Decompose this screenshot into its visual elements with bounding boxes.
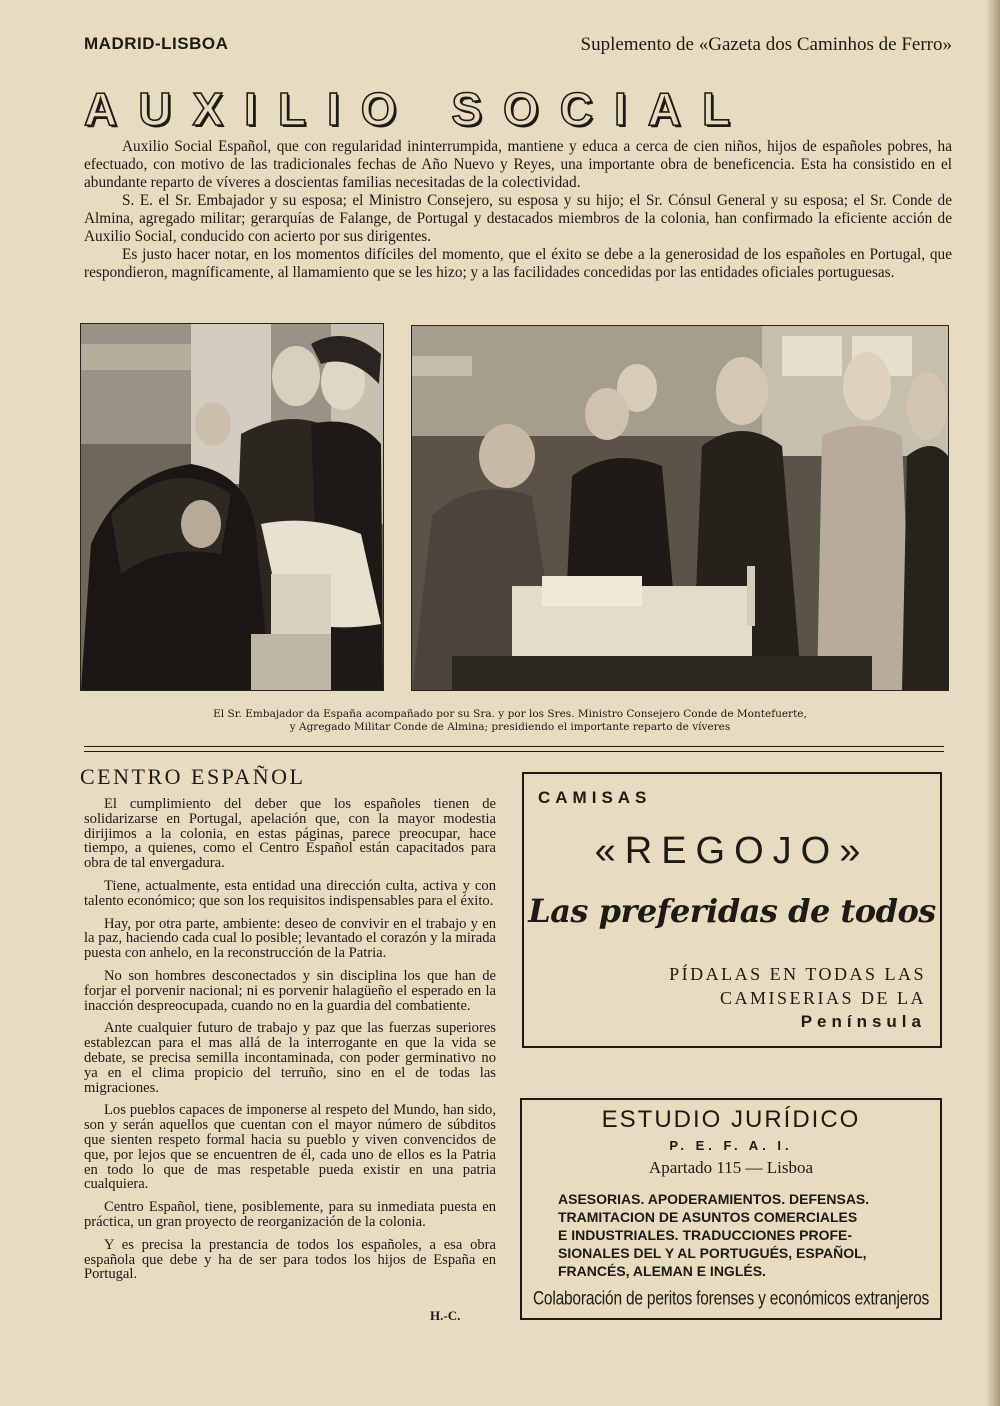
ad-brand: «REGOJO» [594,830,870,872]
centro-paragraph: Hay, por otra parte, ambiente: deseo de convivir en el trabajo y en la paz, haciendo cada cual lo posible; levantado el corazón y la mirada puesta con anhelo, en la reconstrucción de la Patria. [84,915,496,962]
centro-paragraph: Tiene, actualmente, esta entidad una dirección culta, activa y con talento económico; que son los requisitos indispensables para el éxito. [84,877,496,909]
photo-left-image [81,324,383,690]
service-line: FRANCÉS, ALEMAN E INGLÉS. [558,1263,766,1279]
centro-paragraph: Centro Español, tiene, posiblemente, para su inmediata puesta en práctica, un gran proyecto de reorganización de la colonia. [84,1199,496,1230]
service-line: E INDUSTRIALES. TRADUCCIONES PROFE- [558,1227,853,1243]
service-line: SIONALES DEL Y AL PORTUGUÉS, ESPAÑOL, [558,1245,867,1261]
centro-signature: H.-C. [430,1308,461,1323]
ad-footer: Colaboración de peritos forenses y económicos extranjeros [532,1288,930,1310]
article-paragraph: S. E. el Sr. Embajador y su esposa; el Ministro Consejero, su esposa y su hijo; el Sr. Cónsul General y su esposa; el Sr. Conde de Almina, agregado militar; gerarquías de Falange, de Portugal y destacados miembros de la colonia, han confirmado la eficiente acción de Auxilio Social, conducido con acierto por sus dirigentes. [84,192,952,245]
centro-paragraph: Y es precisa la prestancia de todos los españoles, a esa obra española que debe y ha de ser para todos los hijos de España en Portugal. [84,1236,496,1283]
centro-paragraph: El cumplimiento del deber que los españoles tienen de solidarizarse en Portugal, apelación que, con la mayor modestia dirijimos a la colonia, en estas páginas, parece preocupar, hace tiempo, a quienes, como el Centro Español están capacitados para obra de tal envergadura. [84,796,496,872]
article-title: AUXILIO SOCIAL [84,83,752,135]
header-left: MADRID-LISBOA [84,34,229,53]
centro-title: CENTRO ESPAÑOL [80,764,306,789]
ad-line: PÍDALAS EN TODAS LAS [669,964,926,984]
centro-paragraph: Ante cualquier futuro de trabajo y paz que las fuerzas superiores establezcan para el mas allá de la interrogante en que la vida se debate, se precisa semilla incontaminada, con poder germinativo no ya en el clima propicio del terruño, sino en el de todas las migraciones. [84,1020,496,1096]
ad-address: Apartado 115 — Lisboa [648,1158,814,1177]
service-line: TRAMITACION DE ASUNTOS COMERCIALES [558,1209,858,1225]
centro-paragraph: No son hombres desconectados y sin disciplina los que han de forjar el porvenir nacional; ni es porvenir halagüeño el esperado en la inacción despreocupada, cuando no en la guardia del combatiente. [84,967,496,1014]
ad-title: ESTUDIO JURÍDICO [601,1106,861,1133]
ad-kicker: CAMISAS [538,788,652,807]
photo-right [411,325,949,691]
ad-slogan: Las preferidas de todos [528,892,936,930]
ad-subtitle: P. E. F. A. I. [669,1138,793,1153]
header-right: Suplemento de «Gazeta dos Caminhos de Ferro» [580,34,952,55]
service-line: ASESORIAS. APODERAMIENTOS. DEFENSAS. [558,1191,870,1207]
ad-camisas-regojo [522,772,942,1048]
section-divider [84,746,944,752]
article-intro [84,138,952,282]
photo-left [80,323,384,691]
centro-body [84,797,496,1290]
caption-line: y Agregado Militar Conde de Almina; presidiendo el importante reparto de víveres [289,721,731,733]
page-edge-shadow [986,0,1000,1406]
centro-paragraph: Los pueblos capaces de imponerse al respeto del Mundo, han sido, son y serán aquellos que cuentan con el mayor número de súbditos que sienten respeto formal hacia su pueblo y viven convencidos de que, por lejos que se encuentren de él, cada uno de ellos es la Patria en todo lo que de mas respetable pueda existir en una patria cualquiera. [84,1102,496,1193]
ad-estudio-juridico [520,1098,942,1320]
caption-line: El Sr. Embajador da España acompañado por su Sra. y por los Sres. Ministro Consejero Conde de Montefuerte, [213,708,807,720]
ad-line: CAMISERIAS DE LA [719,988,926,1008]
ad-line: Península [800,1012,926,1031]
ad-services [558,1190,918,1280]
photo-caption [150,708,870,734]
photo-right-image [412,326,948,690]
article-paragraph: Es justo hacer notar, en los momentos difíciles del momento, que el éxito se debe a la generosidad de los españoles en Portugal, que respondieron, magníficamente, al llamamiento que se les hizo; y a las facilidades concedidas por las entidades oficiales portuguesas. [84,246,952,281]
article-paragraph: Auxilio Social Español, que con regularidad ininterrumpida, mantiene y educa a cerca de cien niños, hijos de españoles pobres, ha efectuado, con motivo de las tradicionales fechas de Año Nuevo y Reyes, una importante obra de beneficencia. Esta ha consistido en el abundante reparto de víveres a doscientas familias necesitadas de la colectividad. [84,138,952,191]
